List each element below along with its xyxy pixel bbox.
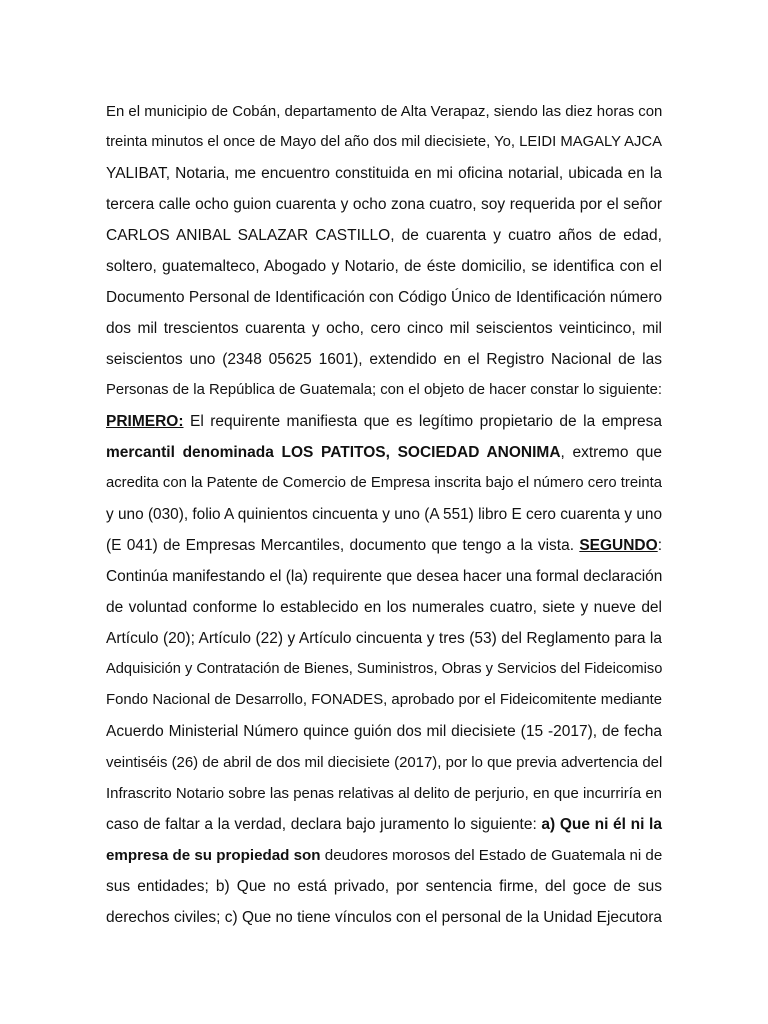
text-run: Artículo (20); Artículo (22) y Artículo cincuenta y tres (53) del Reglamento para la [106, 630, 662, 647]
bold-text: empresa de su propiedad son [106, 847, 321, 864]
text-run: En el municipio de Cobán, departamento de Alta Verapaz, siendo las diez horas con [106, 103, 663, 120]
section-heading: SEGUNDO [579, 537, 658, 554]
text-run: CARLOS ANIBAL SALAZAR CASTILLO, de cuarenta y cuatro años de edad, [106, 227, 662, 244]
text-line [106, 716, 662, 747]
text-run: Infrascrito Notario sobre las penas relativas al delito de perjurio, en que incurriría en [106, 785, 662, 802]
text-run: veintiséis (26) de abril de dos mil diecisiete (2017), por lo que previa advertencia del [106, 754, 663, 771]
text-run: treinta minutos el once de Mayo del año dos mil diecisiete, Yo, LEIDI MAGALY AJCA [106, 134, 662, 150]
text-run: deudores morosos del Estado de Guatemala ni de [320, 847, 663, 864]
text-run: Documento Personal de Identificación con Código Único de Identificación número [106, 289, 662, 306]
text-run: tercera calle ocho guion cuarenta y ocho zona cuatro, soy requerida por el señor [106, 196, 662, 213]
text-run: Acuerdo Ministerial Número quince guión dos mil diecisiete (15 -2017), de fecha [106, 723, 662, 740]
text-run: Adquisición y Contratación de Bienes, Suministros, Obras y Servicios del Fideicomiso [106, 661, 663, 677]
text-line [106, 592, 662, 623]
text-line [106, 189, 662, 220]
text-line [106, 623, 662, 654]
text-run: caso de faltar a la verdad, declara bajo juramento lo siguiente: [106, 816, 542, 833]
text-run: El requirente manifiesta que es legítimo propietario de la empresa [183, 413, 662, 430]
text-line [106, 251, 662, 282]
text-run: de voluntad conforme lo establecido en los numerales cuatro, siete y nueve del [106, 599, 662, 616]
text-line [106, 406, 662, 437]
text-line [106, 158, 662, 189]
text-line [106, 902, 662, 933]
text-line [106, 437, 662, 468]
bold-text: a) Que ni él ni la [541, 816, 662, 833]
bold-text: mercantil denominada LOS PATITOS, SOCIEDAD ANONIMA [106, 444, 561, 461]
text-line [106, 809, 662, 840]
text-line [106, 561, 662, 592]
text-line [106, 282, 662, 313]
text-run: y uno (030), folio A quinientos cincuenta y uno (A 551) libro E cero cuarenta y uno [106, 506, 662, 523]
text-line [106, 499, 662, 530]
text-run: : [657, 537, 662, 554]
text-line [106, 313, 662, 344]
text-run: , extremo que [560, 444, 662, 461]
text-run: sus entidades; b) Que no está privado, por sentencia firme, del goce de sus [106, 878, 662, 895]
text-line [106, 840, 662, 871]
text-line [106, 530, 662, 561]
text-line [106, 654, 662, 685]
text-run: dos mil trescientos cuarenta y ocho, cero cinco mil seiscientos veinticinco, mil [106, 320, 662, 337]
text-line [106, 778, 662, 809]
text-line [106, 375, 662, 406]
text-run: soltero, guatemalteco, Abogado y Notario, de éste domicilio, se identifica con el [106, 258, 662, 275]
text-run: seiscientos uno (2348 05625 1601), extendido en el Registro Nacional de las [106, 351, 662, 368]
section-heading: PRIMERO: [106, 413, 184, 430]
notarial-act-text [106, 96, 662, 933]
text-run: Continúa manifestando el (la) requirente que desea hacer una formal declaración [106, 568, 663, 585]
text-run: YALIBAT, Notaria, me encuentro constituida en mi oficina notarial, ubicada en la [106, 165, 662, 182]
text-run: Personas de la República de Guatemala; con el objeto de hacer constar lo siguiente: [106, 382, 662, 398]
text-run: (E 041) de Empresas Mercantiles, documento que tengo a la vista. [106, 537, 580, 554]
text-run: Fondo Nacional de Desarrollo, FONADES, aprobado por el Fideicomitente mediante [106, 692, 662, 708]
text-line [106, 127, 662, 158]
text-line [106, 468, 662, 499]
text-line [106, 747, 662, 778]
text-line [106, 344, 662, 375]
text-line [106, 685, 662, 716]
text-line [106, 220, 662, 251]
text-run: acredita con la Patente de Comercio de Empresa inscrita bajo el número cero treinta [106, 475, 662, 491]
text-line [106, 871, 662, 902]
text-line [106, 96, 662, 127]
text-run: derechos civiles; c) Que no tiene vínculos con el personal de la Unidad Ejecutora [106, 909, 662, 926]
